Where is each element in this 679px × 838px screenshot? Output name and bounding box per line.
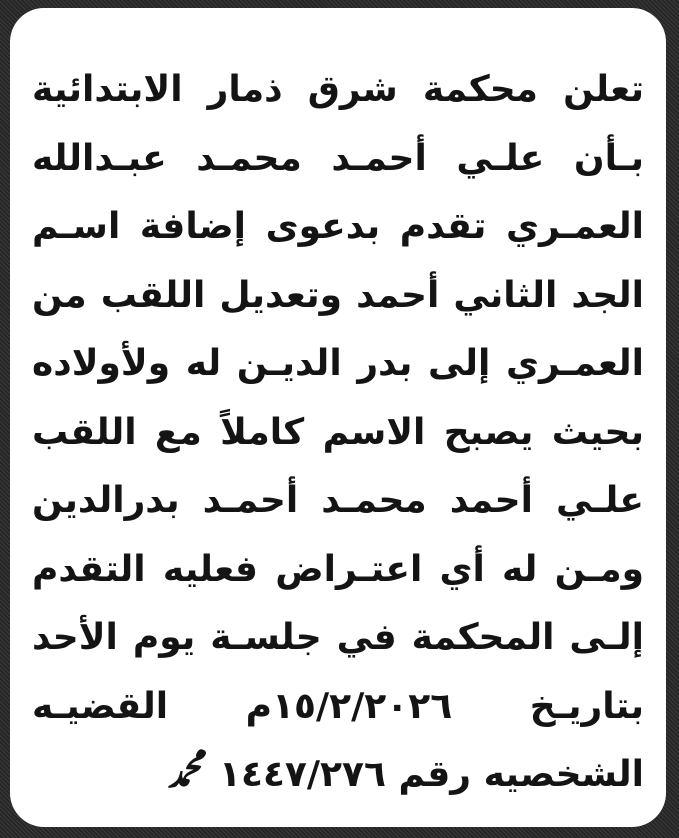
notice-line: بحيث يصبح الاسم كاملاً مع اللقب bbox=[32, 411, 644, 453]
notice-line: العمـري إلى بدر الديـن له ولأولاده bbox=[32, 343, 644, 384]
notice-line: بـأن علـي أحمـد محمـد عبـدالله bbox=[32, 137, 644, 179]
notice-line: علـي أحمد محمـد أحمـد بدرالدين bbox=[32, 480, 644, 521]
notice-line: الشخصيه رقم ١٤٤٧/٢٧٦ ﷴ bbox=[166, 754, 644, 795]
notice-line: الجد الثاني أحمد وتعديل اللقب من bbox=[32, 274, 644, 316]
notice-line: بتاريـخ ١٥/٢/٢٠٢٦م القضيـه bbox=[32, 685, 644, 727]
court-notice bbox=[32, 56, 644, 810]
notice-line: إلـى المحكمة في جلسـة يوم الأحد bbox=[32, 617, 644, 658]
notice-card bbox=[10, 8, 666, 827]
notice-line: العمـري تقدم بدعوى إضافة اسـم bbox=[32, 206, 644, 247]
notice-line: ومـن له أي اعتـراض فعليه التقدم bbox=[32, 548, 644, 590]
notice-line: تعلن محكمة شرق ذمار الابتدائية bbox=[32, 69, 644, 110]
